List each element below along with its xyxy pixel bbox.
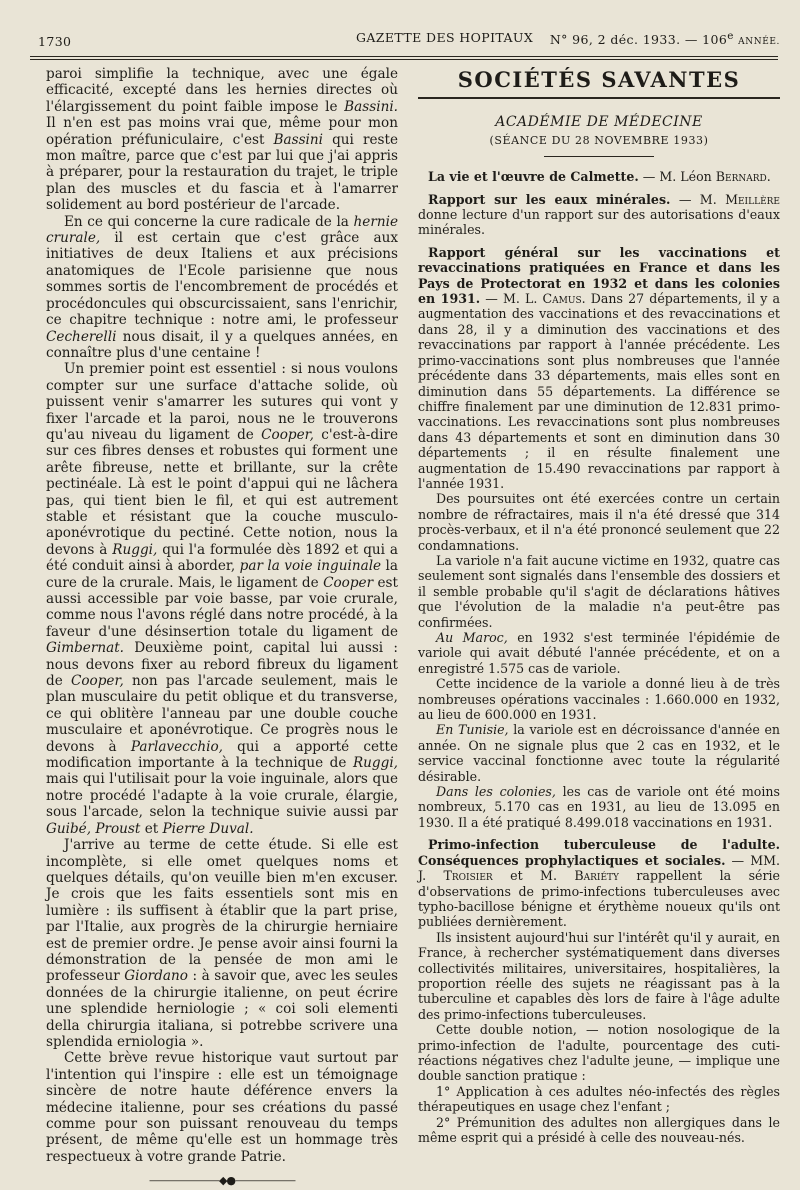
text: en 1932 s'est terminée l'épidémie de variole qui avait débuté l'année précédente, et on a enregistré 1.575 cas de variole. (418, 630, 780, 676)
text: qui reste mon maître, parce que c'est par lui que j'ai appris à préparer, pour la restauration du trajet, le triple plan des muscles et du fascia et à l'amarrer solidement au bord postérieur de l'arcade. (46, 131, 398, 214)
text: J'arrive au terme de cette étude. Si elle est incomplète, si elle omet quelques noms et quelques détails, qu'on veuille bien m'en excuser. Je crois que les faits essentiels sont mis en lumière : ils suffisent à établir que la part prise, par l'Italie, aux progrès de la chirurgie herniaire est de premier ordre. Je pense avoir ainsi fourni la démonstration de la pensée de mon ami le professeur (46, 837, 398, 985)
text: nous disait, il y a quelques années, en connaître plus d'une centaine ! (46, 328, 398, 361)
italic-name: Parlavecchio, (130, 738, 223, 755)
paragraph: Cette double notion, — notion nosologique de la primo-infection de l'adulte, pourcentage des cuti-réactions négatives chez l'adulte jeune, — implique une double sanction pratique : (418, 1022, 780, 1084)
text: En ce qui concerne la cure radicale de la (64, 213, 354, 230)
paragraph (418, 722, 780, 784)
paragraph (418, 630, 780, 676)
report-item (418, 837, 780, 929)
text: les cas de variole ont été moins nombreux, 5.170 cas en 1931, au lieu de 13.095 en 1930. Il a été pratiqué 8.499.018 vaccinations en 1931. (418, 784, 780, 830)
text: est aussi accessible par voie basse, par voie crurale, comme nous l'avons réglé dans notre procédé, à la faveur d'une désinsertion totale du ligament de (46, 574, 398, 640)
text: la cure de la crurale. Mais, le ligament de (46, 558, 398, 591)
report-item (418, 169, 780, 184)
text: — M. Léon (638, 169, 716, 185)
paragraph (46, 66, 398, 214)
left-column (46, 66, 398, 1190)
issue-info (550, 30, 780, 47)
paragraph (46, 361, 398, 837)
text: Dans 27 départements, il y a augmentation des vaccinations et des revaccinations et dans 28, il y a diminution des vaccinations et des revaccinations par rapport à l'année précédente. Les primo-vaccinations sont plus nombreuses que l'année précédente dans 33 départements, mais elles sont en diminution dans 55 départements. La différence se chiffre finalement par une diminution de 12.831 primo-vaccinations. Les revaccinations sont plus nombreuses dans 43 départements et sont en diminution dans 30 départements ; il en résulte finalement une augmentation de 15.490 revaccinations par rapport à l'année 1931. (418, 291, 780, 491)
text: qui l'a formulée dès 1892 et qui a été conduit ainsi à aborder, (46, 541, 399, 575)
paragraph: La variole n'a fait aucune victime en 1932, quatre cas seulement sont signalés dans l'ensemble des dossiers et il semble probable qu'il s'agit de déclarations hâtives que l'évolution de la maladie n'a peut-être pas confirmées. (418, 552, 780, 630)
journal-title: GAZETTE DES HOPITAUX (356, 30, 534, 45)
italic-name: Giordano (124, 968, 188, 985)
section-rule (418, 97, 780, 99)
seance-date: (SÉANCE DU 28 NOVEMBRE 1933) (489, 133, 709, 147)
text: il est certain que c'est grâce aux initiatives de deux Italiens et aux précisions anatomiques de l'Ecole parisienne que nous sommes sortis de l'encombrement de procédés et procédoncules qui obscurcissaient, sans l'enrichir, ce chapitre technique : notre ami, le professeur (46, 230, 398, 329)
text: Deuxième point, capital lui aussi : nous devons fixer au rebord fibreux du ligament de (46, 640, 398, 690)
report-title: Rapport sur les eaux minérales. (428, 191, 671, 207)
paragraph (46, 837, 398, 1050)
text: rappellent la série d'observations de primo-infections tuberculeuses avec typho-bacillose bénigne et érythème noueux qu'ils ont publiées dernièrement. (418, 868, 780, 930)
report-item (418, 192, 780, 238)
report-title: La vie et l'œuvre de Calmette. (428, 169, 639, 185)
right-column (418, 64, 780, 1145)
italic-name: Cooper (323, 574, 374, 591)
paragraph (46, 214, 398, 362)
page-number: 1730 (38, 34, 72, 49)
italic-name: Ruggi, (352, 755, 398, 772)
italic-name: Bassini (273, 131, 324, 148)
text: qui a apporté cette modification importante à la technique de (46, 738, 398, 772)
paragraph: Cette brève revue historique vaut surtout par l'intention qui l'inspire : elle est un témoignage sincère de notre haute déférence envers la médecine italienne, pour ses créations du passé comme pour son puissant renouveau du temps présent, de même qu'elle est un hommage très respectueux à votre grande Patrie. (46, 1050, 398, 1165)
end-ornament: ———————◆●—————— (148, 1174, 296, 1188)
issue-number: N° 96, 2 déc. 1933. (549, 32, 681, 48)
author-name: Bariéty (574, 868, 619, 884)
text: non pas l'arcade seulement, mais le plan musculaire du petit oblique et du transverse, ce qui oblitère l'anneau par une double couche musculaire et aponévrotique. Ce progrès nous le devons à (46, 673, 398, 755)
text: c'est-à-dire sur ces fibres denses et robustes qui forment une arête fibreuse, nette et brillante, sur la crête pectinéale. Là est le point d'appui qui ne lâchera pas, qui tient bien le fil, et qui est autrement stable et résistant que la couche musculo-aponévrotique du pectiné. Cette notion, nous la devons à (46, 426, 398, 558)
paragraph: Des poursuites ont été exercées contre un certain nombre de réfractaires, mais il n'a été dressé que 314 procès-verbaux, et il n'a été prononcé seulement que 22 condamnations. (418, 491, 780, 553)
short-rule (544, 156, 654, 157)
text: et (140, 820, 163, 837)
header-rule-thin (30, 59, 778, 60)
italic-term: par la voie inguinale (239, 558, 382, 575)
text: — MM. J. (418, 852, 780, 884)
academie-heading: ACADÉMIE DE MÉDECINE (495, 114, 703, 131)
italic-name: Guibé, Proust (46, 820, 141, 837)
italic-name: Pierre Duval. (162, 820, 254, 837)
italic-name: Ruggi, (112, 541, 158, 558)
text: et M. (492, 868, 575, 884)
report-item (418, 245, 780, 492)
italic-name: Cooper, (261, 426, 314, 443)
volume-suffix: ANNÉE. (738, 37, 780, 48)
text: Il n'en est pas moins vrai que, même pour mon opération préfuniculaire, c'est (46, 115, 398, 148)
italic-name: Cecherelli (46, 328, 117, 345)
author-name: Meillère (725, 191, 780, 207)
volume-prefix: — 106 (684, 32, 728, 48)
author-name: Camus. (542, 291, 586, 307)
report-title: Rapport général sur les vaccinations et revaccinations pratiquées en France et dans les Pays de Protectorat en 1932 et dans les colonies en 1931. (418, 244, 780, 307)
text: — M. L. (480, 291, 543, 307)
author-name: Bernard. (715, 169, 771, 185)
section-title: SOCIÉTÉS SAVANTES (457, 67, 741, 92)
italic-name: Gimbernat. (46, 640, 124, 657)
list-item: 1° Application à ces adultes néo-infectés des règles thérapeutiques en usage chez l'enfant ; (418, 1083, 780, 1115)
italic-place: Dans les colonies, (436, 784, 556, 800)
text: donne lecture d'un rapport sur des autorisations d'eaux minérales. (418, 207, 780, 238)
report-title: Primo-infection tuberculeuse de l'adulte. Conséquences prophylactiques et sociales. (418, 837, 780, 868)
paragraph: Ils insistent aujourd'hui sur l'intérêt qu'il y aurait, en France, à rechercher systématiquement dans diverses collectivités militaires, universitaires, hospitalières, la proportion réelle des sujets ne réagissant pas à la tuberculine et capables dès lors de faire à l'âge adulte des primo-infections tuberculeuses. (418, 929, 780, 1022)
text: mais qui l'utilisait pour la voie inguinale, alors que notre procédé l'adapte à la voie crurale, élargie, sous l'arcade, selon la technique suivie aussi par (46, 771, 398, 821)
paragraph: Cette incidence de la variole a donné lieu à de très nombreuses opérations vaccinales : 1.660.000 en 1932, au lieu de 600.000 en 1931. (418, 676, 780, 723)
italic-name: Bassini. (344, 98, 398, 115)
italic-term: hernie crurale, (46, 213, 398, 247)
text: : à savoir que, avec les seules données de la chirurgie italienne, on peut écrire une splendide herniologie ; « coi soli elementi della chirurgia italiana, si potrebbe scrivere una splendida erniologia ». (46, 968, 398, 1050)
list-item: 2° Prémunition des adultes non allergiques dans le même esprit qui a présidé à celle des nouveau-nés. (418, 1114, 780, 1145)
header-rule (30, 56, 778, 57)
author-name: Troisier (443, 868, 493, 884)
italic-place: Au Maroc, (436, 630, 508, 645)
running-header (38, 30, 780, 50)
text: Un premier point est essentiel : si nous voulons compter sur une surface d'attache solide, où puissent venir s'amarrer les sutures qui vont y fixer l'arcade et la paroi, nous ne le trouverons qu'au niveau du ligament de (46, 361, 398, 443)
italic-place: En Tunisie, (436, 722, 509, 738)
text: paroi simplifie la technique, avec une égale efficacité, excepté dans les hernies directes où l'élargissement du point faible impose le (46, 66, 398, 115)
italic-name: Cooper, (70, 673, 124, 690)
text: — M. (670, 191, 726, 207)
paragraph (418, 784, 780, 830)
text: la variole est en décroissance d'année en année. On ne signale plus que 2 cas en 1932, et le service vaccinal fonctionne avec toute la régularité désirable. (418, 722, 781, 784)
volume-sup: e (727, 30, 734, 42)
